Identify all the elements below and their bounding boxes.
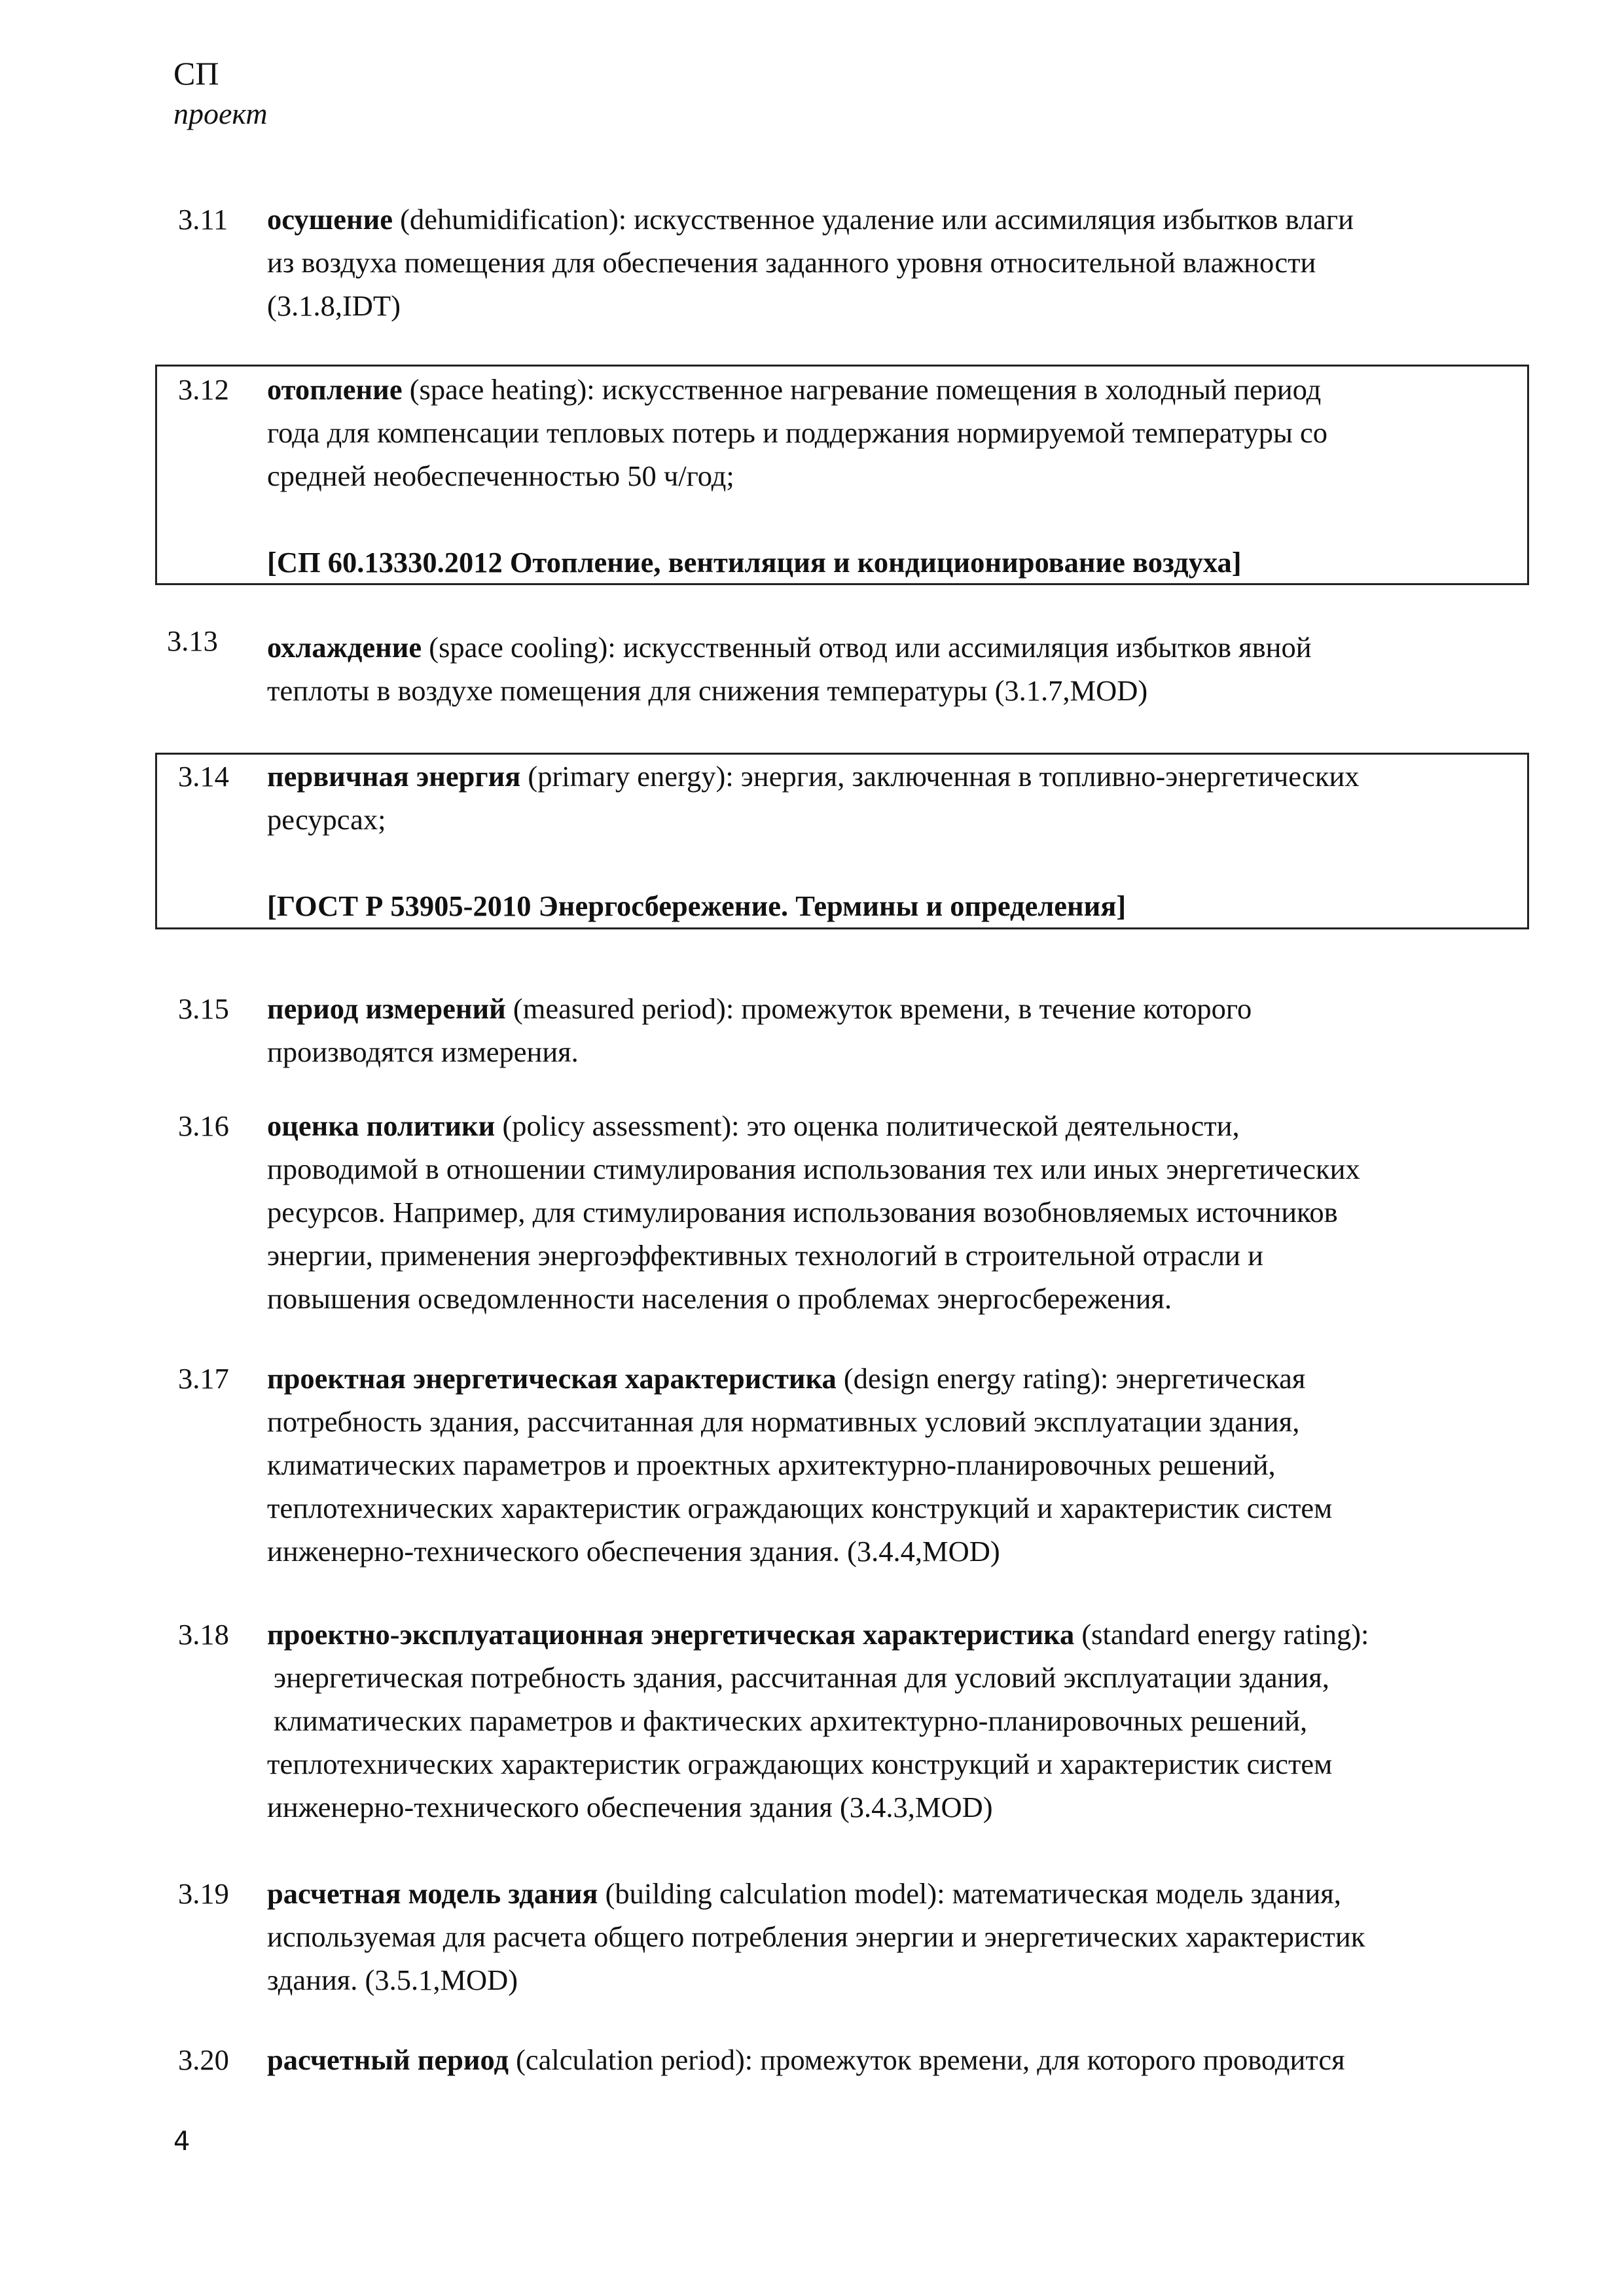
definition-line: проводимой в отношении стимулирования использования тех или иных энергетических — [267, 1153, 1360, 1185]
entry-number: 3.11 — [178, 203, 228, 236]
definition-line: теплотехнических характеристик ограждающих конструкций и характеристик систем — [267, 1748, 1333, 1780]
definition-line: из воздуха помещения для обеспечения заданного уровня относительной влажности — [267, 246, 1316, 279]
term-name: проектная энергетическая характеристика — [267, 1362, 837, 1395]
entry-number: 3.12 — [178, 373, 229, 406]
definition-line: (standard energy rating): — [1074, 1618, 1369, 1651]
definition-line: (space cooling): искусственный отвод или ассимиляция избытков явной — [422, 631, 1312, 664]
term-name: осушение — [267, 203, 393, 236]
definition-line: (primary energy): энергия, заключенная в топливно-энергетических — [520, 760, 1360, 793]
entry-number: 3.19 — [178, 1877, 229, 1910]
definition-line: ресурсах; — [267, 803, 386, 836]
term-name: отопление — [267, 373, 403, 406]
definition-line: потребность здания, рассчитанная для нормативных условий эксплуатации здания, — [267, 1405, 1300, 1438]
entry-definition — [267, 1104, 1543, 1320]
definition-line: инженерно-технического обеспечения здания (3.4.3,MOD) — [267, 1791, 993, 1823]
definition-line: используемая для расчета общего потребления энергии и энергетических характеристик — [267, 1920, 1365, 1953]
entry-definition — [267, 1357, 1543, 1573]
page-number: 4 — [173, 2126, 190, 2157]
term-name: первичная энергия — [267, 760, 521, 793]
definition-line: (measured period): промежуток времени, в течение которого — [505, 992, 1252, 1025]
entry-number: 3.18 — [178, 1618, 229, 1651]
definition-line: (policy assessment): это оценка политической деятельности, — [495, 1109, 1240, 1142]
definition-line: здания. (3.5.1,MOD) — [267, 1964, 518, 1996]
definition-line: (3.1.8,IDT) — [267, 289, 401, 322]
definition-line: климатических параметров и фактических архитектурно-планировочных решений, — [274, 1704, 1308, 1737]
entry-definition — [267, 755, 1543, 927]
document-code: СП — [173, 55, 219, 92]
source-reference: [ГОСТ Р 53905-2010 Энергосбережение. Термины и определения] — [267, 889, 1127, 922]
definition-line: (space heating): искусственное нагревание помещения в холодный период — [402, 373, 1322, 406]
entry-definition — [267, 1613, 1543, 1829]
term-name: расчетная модель здания — [267, 1877, 598, 1910]
definition-line: энергетическая потребность здания, рассчитанная для условий эксплуатации здания, — [274, 1661, 1329, 1694]
term-name: проектно-эксплуатационная энергетическая характеристика — [267, 1618, 1075, 1651]
entry-number: 3.13 — [167, 624, 218, 657]
source-reference: [СП 60.13330.2012 Отопление, вентиляция и кондиционирование воздуха] — [267, 546, 1242, 579]
entry-number: 3.16 — [178, 1109, 229, 1142]
definition-line: теплоты в воздухе помещения для снижения температуры (3.1.7,MOD) — [267, 674, 1148, 707]
definition-line: (calculation period): промежуток времени, для которого проводится — [508, 2043, 1345, 2076]
entry-number: 3.15 — [178, 992, 229, 1025]
definition-line: повышения осведомленности населения о проблемах энергосбережения. — [267, 1282, 1172, 1315]
entry-definition — [267, 987, 1543, 1073]
definition-line: (design energy rating): энергетическая — [836, 1362, 1306, 1395]
definition-line: ресурсов. Например, для стимулирования использования возобновляемых источников — [267, 1196, 1338, 1229]
definition-line: теплотехнических характеристик ограждающих конструкций и характеристик систем — [267, 1492, 1333, 1524]
entry-number: 3.17 — [178, 1362, 229, 1395]
definition-line: производятся измерения. — [267, 1035, 579, 1068]
term-name: период измерений — [267, 992, 506, 1025]
definition-line: климатических параметров и проектных архитектурно-планировочных решений, — [267, 1448, 1276, 1481]
entry-number: 3.20 — [178, 2043, 229, 2076]
draft-label: проект — [173, 97, 268, 130]
entry-definition — [267, 1872, 1543, 2001]
term-name: охлаждение — [267, 631, 422, 664]
definition-line: (dehumidification): искусственное удаление или ассимиляция избытков влаги — [393, 203, 1354, 236]
definition-line: средней необеспеченностью 50 ч/год; — [267, 459, 734, 492]
entry-definition — [267, 198, 1543, 327]
definition-line: (building calculation model): математическая модель здания, — [598, 1877, 1341, 1910]
entry-number: 3.14 — [178, 760, 229, 793]
entry-definition — [267, 626, 1543, 712]
definition-line: энергии, применения энергоэффективных технологий в строительной отрасли и — [267, 1239, 1263, 1272]
entry-definition — [267, 2038, 1543, 2081]
term-name: оценка политики — [267, 1109, 496, 1142]
term-name: расчетный период — [267, 2043, 509, 2076]
definition-line: года для компенсации тепловых потерь и поддержания нормируемой температуры со — [267, 416, 1328, 449]
definition-line: инженерно-технического обеспечения здания. (3.4.4,MOD) — [267, 1535, 1000, 1568]
entry-definition — [267, 368, 1543, 584]
